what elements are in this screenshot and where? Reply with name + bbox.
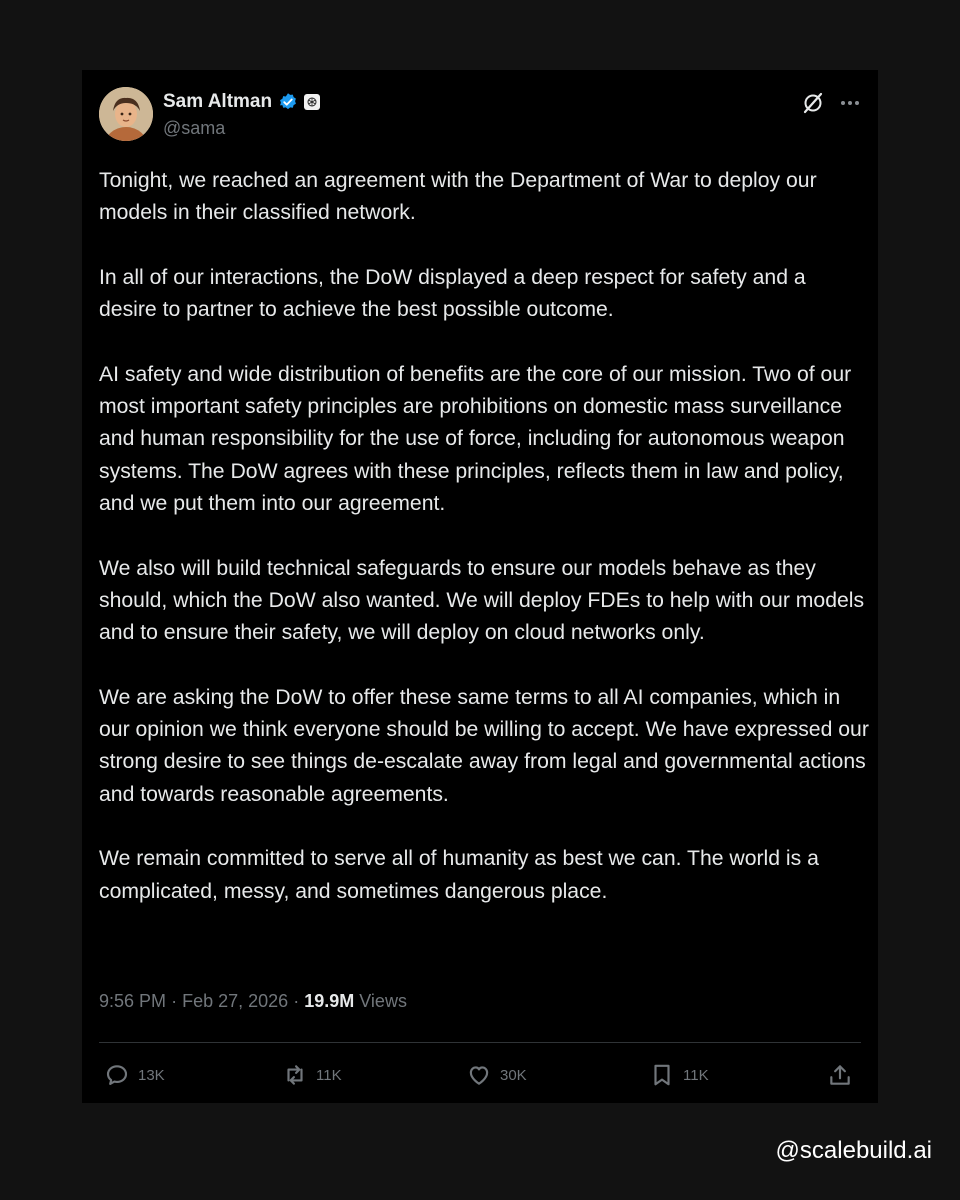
views-count: 19.9M	[304, 991, 355, 1011]
affiliate-logo-icon[interactable]	[304, 94, 320, 110]
verified-badge-icon	[278, 92, 298, 112]
share-button[interactable]	[827, 1062, 853, 1088]
tweet-meta	[99, 991, 407, 1012]
tweet-text	[99, 165, 869, 940]
tweet-paragraph: We are asking the DoW to offer these same terms to all AI companies, which in our opinion we think everyone should be willing to accept. We have expressed our strong desire to see things de-escalate away from legal and governmental actions and towards reasonable agreements.	[99, 685, 869, 806]
more-icon[interactable]	[839, 91, 861, 115]
reply-icon	[104, 1062, 130, 1088]
repost-icon	[282, 1062, 308, 1088]
author-name[interactable]: Sam Altman	[163, 91, 273, 112]
action-bar	[104, 1062, 856, 1090]
author-row	[163, 91, 320, 113]
tweet-paragraph: In all of our interactions, the DoW displayed a deep respect for safety and a desire to partner to achieve the best possible outcome.	[99, 265, 806, 322]
share-icon	[827, 1062, 853, 1088]
reply-button[interactable]	[104, 1062, 165, 1088]
divider	[99, 1042, 861, 1043]
reply-count: 13K	[138, 1066, 165, 1084]
tweet-paragraph: We also will build technical safeguards to ensure our models behave as they should, which the DoW also wanted. We will deploy FDEs to help with our models and to ensure their safety, we will deploy on cloud networks only.	[99, 556, 865, 645]
views-label: Views	[359, 991, 407, 1011]
grok-icon[interactable]	[801, 91, 825, 115]
avatar-image	[99, 87, 153, 141]
like-button[interactable]	[466, 1062, 527, 1088]
bookmark-button[interactable]	[649, 1062, 709, 1088]
tweet-card	[82, 70, 878, 1103]
repost-count: 11K	[316, 1066, 342, 1084]
author-handle[interactable]: @sama	[163, 118, 226, 138]
tweet-paragraph: We remain committed to serve all of humanity as best we can. The world is a complicated, messy, and sometimes dangerous place.	[99, 847, 819, 903]
meta-separator: ·	[171, 991, 178, 1011]
tweet-time[interactable]: 9:56 PM	[99, 991, 167, 1011]
meta-separator: ·	[293, 991, 300, 1011]
bookmark-icon	[649, 1062, 675, 1088]
tweet-paragraph: Tonight, we reached an agreement with the Department of War to deploy our models in their classified network.	[99, 169, 817, 225]
watermark: @scalebuild.ai	[775, 1137, 932, 1164]
like-count: 30K	[500, 1066, 527, 1084]
tweet-header	[99, 87, 861, 147]
repost-button[interactable]	[282, 1062, 342, 1088]
like-icon	[466, 1062, 492, 1088]
tweet-paragraph: AI safety and wide distribution of benefits are the core of our mission. Two of our most important safety principles are prohibitions on domestic mass surveillance and human responsibility for the use of force, including for autonomous weapon systems. The DoW agrees with these principles, reflects them in law and policy, and we put them into our agreement.	[99, 362, 852, 515]
bookmark-count: 11K	[683, 1066, 709, 1084]
tweet-date[interactable]: Feb 27, 2026	[182, 991, 289, 1011]
avatar[interactable]	[99, 87, 153, 141]
